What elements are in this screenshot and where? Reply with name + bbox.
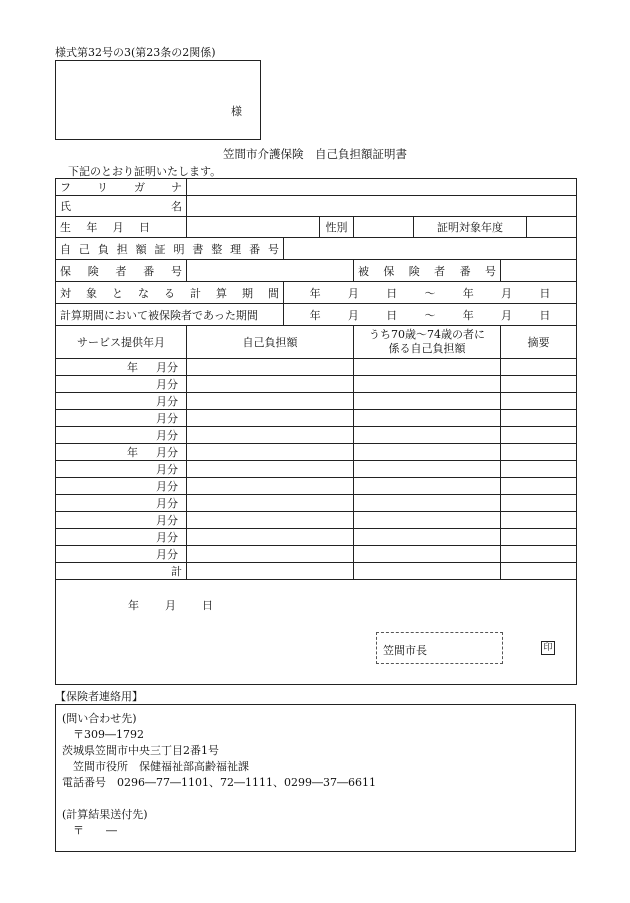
birthdate-field[interactable] [187,217,320,238]
table-row [56,444,577,461]
insured-period-field[interactable] [284,304,577,326]
contact-line: (計算結果送付先) [62,808,148,821]
label-char: リ [97,181,108,194]
label-char: 整 [211,242,223,256]
label-char: 算 [216,286,227,300]
age-70-74-cell[interactable] [354,529,501,546]
service-month-cell[interactable] [56,376,187,393]
label-char: 月 [347,286,359,300]
label-char: 年 [462,308,474,322]
self-pay-cell[interactable] [187,376,354,393]
calc-period-label [56,282,284,304]
age-70-74-cell[interactable] [354,393,501,410]
label-char: る [164,286,175,300]
col-remarks: 摘要 [501,326,577,359]
insurer-number-field[interactable] [187,260,354,282]
self-pay-cell[interactable] [187,393,354,410]
spread-label [60,263,182,279]
label-char: 日 [386,286,398,300]
self-pay-cell[interactable] [187,444,354,461]
insured-number-label [354,260,501,282]
period-parts [288,285,572,301]
issue-date-month: 月 [165,599,176,612]
certificate-table [55,178,577,685]
remarks-cell[interactable] [501,393,577,410]
col-age-70-74-line1: うち70歳〜74歳の者に [369,328,485,341]
label-char: 番 [459,264,471,278]
form-reference: 様式第32号の3(第23条の2関係) [55,46,216,59]
col-age-70-74 [354,326,501,359]
service-month-cell[interactable] [56,444,187,461]
label-char: 証 [154,242,166,256]
table-row [56,546,577,563]
self-pay-cell[interactable] [187,529,354,546]
label-char: 自 [60,242,71,256]
remarks-cell[interactable] [501,410,577,427]
table-row [56,393,577,410]
mayor-label: 笠間市長 [383,644,427,657]
age-70-74-cell[interactable] [354,427,501,444]
label-char: 年 [309,286,321,300]
month-label: 月分 [156,378,178,391]
seal-mark: 印 [541,641,555,655]
insured-period-label: 計算期間において被保険者であった期間 [56,304,284,326]
service-month-cell[interactable] [56,393,187,410]
cert-number-label [56,238,284,260]
label-char: 象 [86,286,97,300]
furigana-field[interactable] [187,179,577,196]
remarks-cell[interactable] [501,478,577,495]
remarks-cell[interactable] [501,495,577,512]
label-char: 月 [347,308,359,322]
label-char: 番 [143,264,155,278]
issue-date-day: 日 [202,599,213,612]
contact-line: 笠間市役所 保健福祉部高齢福祉課 [62,760,249,773]
label-char: 者 [115,264,127,278]
remarks-cell[interactable] [501,529,577,546]
label-char: 日 [138,221,150,234]
label-char: 号 [267,242,279,256]
spread-label [60,285,279,301]
service-month-cell[interactable] [56,410,187,427]
sex-field[interactable] [354,217,414,238]
self-pay-cell[interactable] [187,461,354,478]
table-row [56,410,577,427]
addressee-suffix: 様 [231,105,242,118]
service-month-cell[interactable] [56,359,187,376]
contact-line [62,791,569,807]
total-remarks-field[interactable] [501,563,577,580]
col-service-month: サービス提供年月 [56,326,187,359]
label-char: 者 [434,264,446,278]
label-char: フ [60,181,71,194]
label-char: 年 [86,221,98,234]
self-pay-cell[interactable] [187,546,354,563]
label-char: 番 [249,242,261,256]
issue-date [128,597,213,613]
remarks-cell[interactable] [501,512,577,529]
remarks-cell[interactable] [501,546,577,563]
issue-date-year: 年 [128,599,139,612]
table-row [56,495,577,512]
label-char: 氏 [60,200,71,213]
contact-box [55,704,576,852]
month-label: 月分 [156,429,178,442]
contact-line: 電話番号 0296―77―1101、72―1111、0299―37―6611 [62,776,376,789]
label-char: 月 [112,221,124,234]
label-char: 日 [539,308,551,322]
insurer-number-label [56,260,187,282]
self-pay-cell[interactable] [187,478,354,495]
label-char: 額 [135,242,147,256]
age-70-74-cell[interactable] [354,359,501,376]
age-70-74-cell[interactable] [354,478,501,495]
label-char: 〜 [424,286,436,300]
label-char: 担 [116,242,128,256]
month-label: 月分 [156,531,178,544]
birthdate-label [56,217,187,238]
remarks-cell[interactable] [501,444,577,461]
label-char: な [138,286,149,300]
spread-label [60,179,182,195]
label-char: 被 [358,264,369,278]
service-month-cell[interactable] [56,495,187,512]
month-label: 月分 [156,480,178,493]
label-char: 負 [97,242,109,256]
target-year-field[interactable] [527,217,577,238]
spread-label [60,198,182,214]
month-label: 月分 [156,463,178,476]
label-char: 年 [309,308,321,322]
age-70-74-cell[interactable] [354,495,501,512]
month-label: 月分 [156,497,178,510]
table-row [56,529,577,546]
col-age-70-74-line2: 係る自己負担額 [388,342,466,355]
total-label: 計 [56,563,187,580]
label-char: 期 [242,286,253,300]
age-70-74-cell[interactable] [354,461,501,478]
label-char: 月 [501,308,513,322]
table-row [56,359,577,376]
label-char: 号 [171,264,182,278]
contact-title: 【保険者連絡用】 [55,690,143,703]
label-char: 月 [501,286,513,300]
contact-line: 〒309―1792 [62,728,144,741]
self-pay-cell[interactable] [187,495,354,512]
label-char: 号 [484,264,496,278]
label-char: 保 [383,264,395,278]
col-self-pay: 自己負担額 [187,326,354,359]
total-age-70-74-field[interactable] [354,563,501,580]
label-char: 名 [171,200,182,213]
month-label: 月分 [156,361,178,374]
label-char: 険 [408,264,420,278]
mayor-box [376,632,503,664]
table-row [56,512,577,529]
label-char: 己 [78,242,90,256]
label-char: 〜 [424,308,436,322]
calc-period-field[interactable] [284,282,577,304]
sex-label: 性別 [320,217,354,238]
label-char: 書 [192,242,204,256]
spread-label [358,263,496,279]
label-char: 間 [268,286,279,300]
table-row [56,478,577,495]
name-field[interactable] [187,196,577,217]
spread-label [60,219,150,235]
self-pay-cell[interactable] [187,512,354,529]
target-year-label: 証明対象年度 [414,217,527,238]
self-pay-cell[interactable] [187,359,354,376]
intro-text: 下記のとおり証明いたします。 [68,165,222,178]
month-label: 月分 [156,395,178,408]
label-char: 計 [190,286,201,300]
label-char: 日 [539,286,551,300]
label-char: 対 [60,286,71,300]
age-70-74-cell[interactable] [354,512,501,529]
month-label: 月分 [156,514,178,527]
label-char: 年 [462,286,474,300]
remarks-cell[interactable] [501,376,577,393]
table-row [56,376,577,393]
issuer-cell [56,580,577,685]
age-70-74-cell[interactable] [354,444,501,461]
remarks-cell[interactable] [501,461,577,478]
document-title: 笠間市介護保険 自己負担額証明書 [223,147,407,161]
addressee-box[interactable] [55,60,261,140]
month-label: 月分 [156,548,178,561]
service-month-cell[interactable] [56,461,187,478]
service-month-cell[interactable] [56,512,187,529]
month-year: 年 [127,361,138,374]
self-pay-cell[interactable] [187,410,354,427]
service-month-cell[interactable] [56,529,187,546]
label-char: 生 [60,221,71,234]
contact-line: 〒 ― [62,824,117,837]
contact-line: (問い合わせ先) [62,712,137,725]
label-char: 険 [87,264,99,278]
label-char: 保 [60,264,71,278]
month-label: 月分 [156,412,178,425]
age-70-74-cell[interactable] [354,376,501,393]
period-parts [288,307,572,323]
self-pay-cell[interactable] [187,427,354,444]
furigana-label [56,179,187,196]
remarks-cell[interactable] [501,359,577,376]
total-self-pay-field[interactable] [187,563,354,580]
month-year: 年 [127,446,138,459]
age-70-74-cell[interactable] [354,410,501,427]
service-month-cell[interactable] [56,478,187,495]
label-char: 明 [173,242,185,256]
cert-number-field[interactable] [284,238,577,260]
label-char: ナ [171,181,182,194]
spread-label [60,241,279,257]
insured-number-field[interactable] [501,260,577,282]
label-char: ガ [134,181,145,194]
label-char: 日 [386,308,398,322]
age-70-74-cell[interactable] [354,546,501,563]
remarks-cell[interactable] [501,427,577,444]
month-rows [56,359,577,563]
name-label [56,196,187,217]
label-char: と [112,286,123,300]
table-row [56,461,577,478]
service-month-cell[interactable] [56,546,187,563]
table-row [56,427,577,444]
service-month-cell[interactable] [56,427,187,444]
contact-line: 茨城県笠間市中央三丁目2番1号 [62,744,219,757]
label-char: 理 [230,242,242,256]
month-label: 月分 [156,446,178,459]
